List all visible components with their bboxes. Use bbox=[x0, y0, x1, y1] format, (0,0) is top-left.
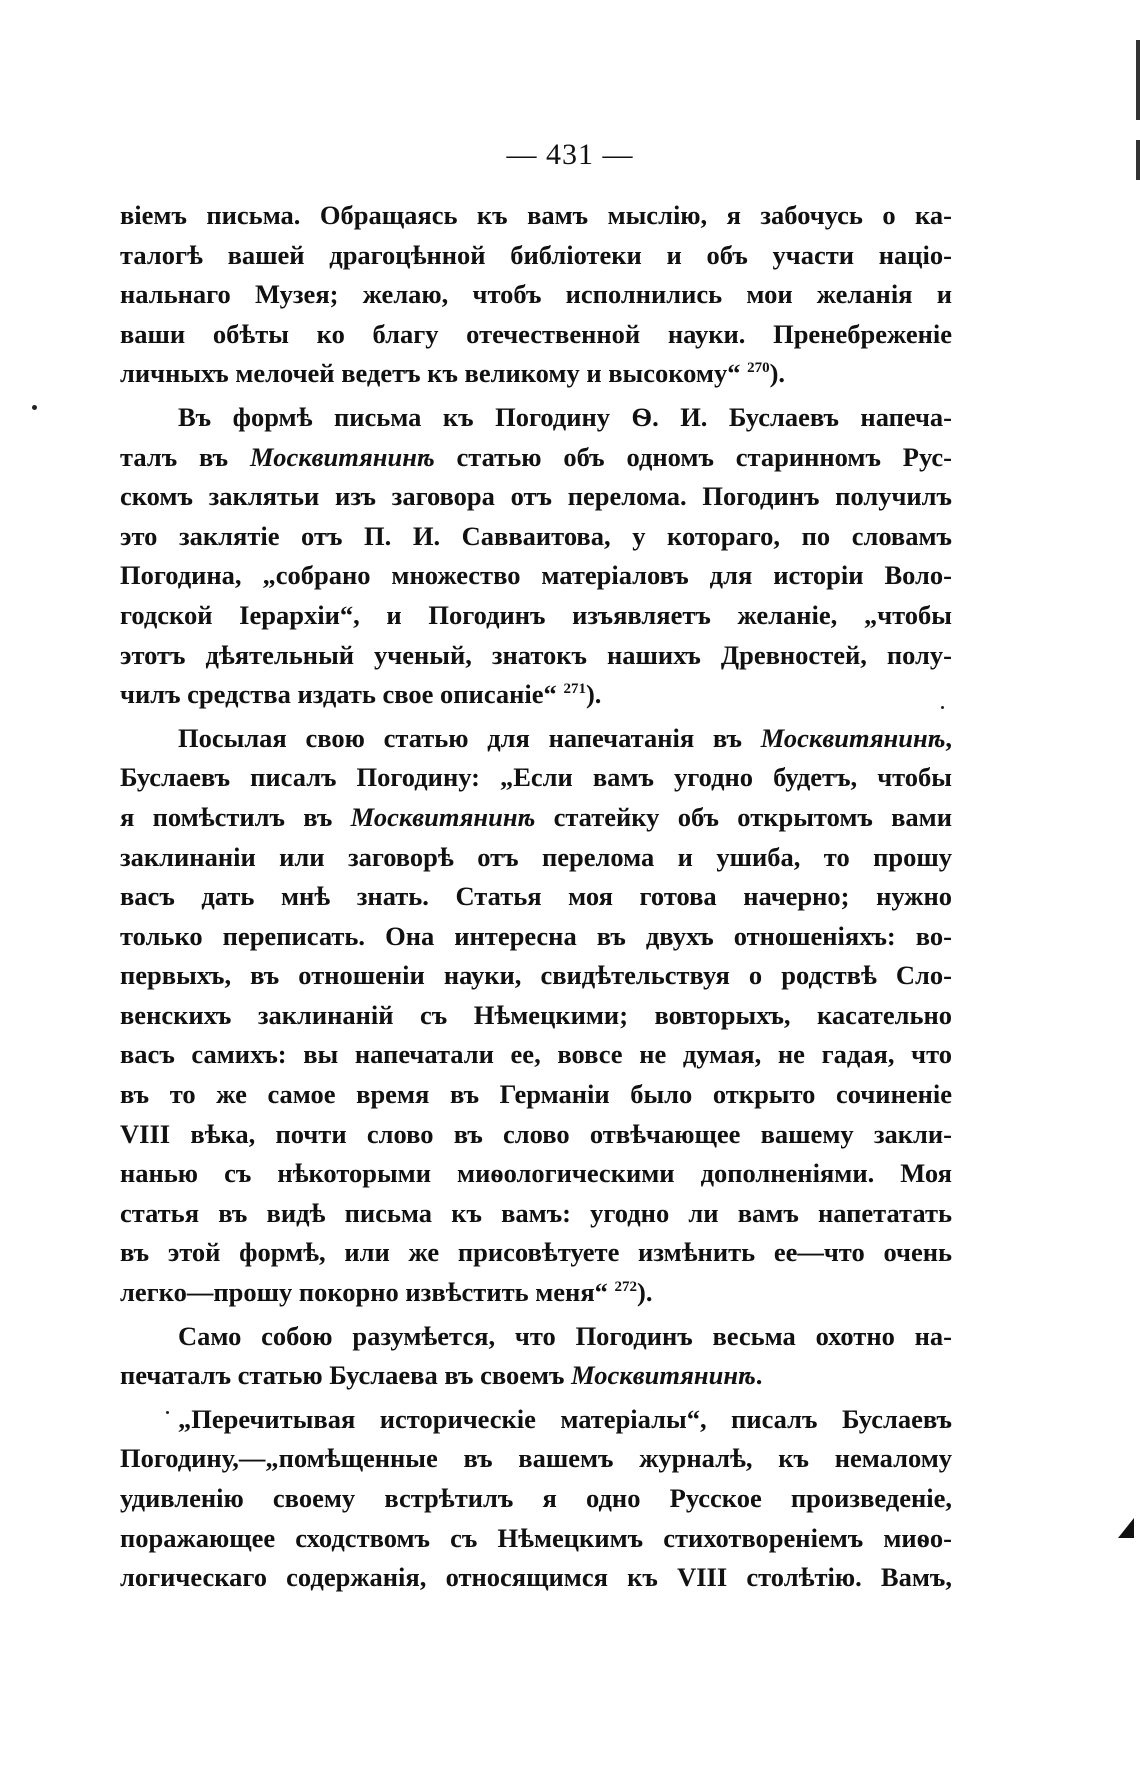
text-line: поражающее сходствомъ съ Нѣмецкимъ стихотвореніемъ миѳо- bbox=[120, 1522, 952, 1553]
journal-title: Москвитянинѣ bbox=[571, 1360, 756, 1391]
text-line: Погодину,—„помѣщенные въ вашемъ журналѣ, къ немалому bbox=[120, 1443, 952, 1474]
text-line: Погодина, „собрано множество матеріаловъ для исторіи Воло- bbox=[120, 560, 952, 591]
journal-title: Москвитянинѣ bbox=[760, 722, 946, 753]
text-line: статья въ видѣ письма къ вамъ: угодно ли вамъ напетатать bbox=[120, 1197, 952, 1228]
text-line: Посылая свою статью для напечатанія въ Москвитянинѣ, bbox=[178, 722, 952, 753]
scan-speck bbox=[941, 706, 944, 709]
page-number: — 431 — bbox=[506, 138, 634, 171]
text-line: Само собою разумѣется, что Погодинъ весьма охотно на- bbox=[178, 1320, 952, 1351]
text-line: удивленію своему встрѣтилъ я одно Русское произведеніе, bbox=[120, 1483, 952, 1513]
text-line: Въ формѣ письма къ Погодину Ѳ. И. Буслаевъ напеча- bbox=[178, 401, 952, 432]
text-line: венскихъ заклинаній съ Нѣмецкими; вовторыхъ, касательно bbox=[120, 999, 952, 1030]
text-line: логическаго содержанія, относящимся къ VIII столѣтію. Вамъ, bbox=[120, 1562, 952, 1593]
text-line: васъ самихъ: вы напечатали ее, вовсе не думая, не гадая, что bbox=[120, 1039, 952, 1070]
text-line: Буслаевъ писалъ Погодину: „Если вамъ угодно будетъ, чтобы bbox=[120, 762, 952, 793]
scan-edge-mark bbox=[1136, 140, 1140, 180]
footnote-ref: 272 bbox=[614, 1279, 638, 1296]
text-line: это заклятіе отъ П. И. Савваитова, у котораго, по словамъ bbox=[120, 520, 952, 551]
text-line: личныхъ мелочей ведетъ къ великому и высокому“ $^{270}$). bbox=[120, 358, 786, 389]
journal-title: Москвитянинѣ bbox=[350, 801, 536, 832]
body-text bbox=[120, 196, 952, 1598]
text-line: скомъ заклятьи изъ заговора отъ перелома. Погодинъ получилъ bbox=[120, 481, 952, 512]
scan-edge-mark bbox=[1136, 40, 1140, 120]
text-line: только переписать. Она интересна въ двухъ отношеніяхъ: во- bbox=[120, 920, 952, 951]
scan-speck bbox=[166, 1411, 169, 1414]
paragraph-5 bbox=[120, 1400, 952, 1598]
text-line: легко—прошу покорно извѣстить меня“ $^{272}$). bbox=[120, 1277, 653, 1308]
text-line: васъ дать мнѣ знать. Статья моя готова начерно; нужно bbox=[120, 881, 952, 912]
footnote-ref: 271 bbox=[563, 681, 586, 698]
text-line: этотъ дѣятельный ученый, знатокъ нашихъ Древностей, полу- bbox=[120, 639, 952, 670]
text-line: нанью съ нѣкоторыми миѳологическими дополненіями. Моя bbox=[120, 1158, 952, 1189]
text-line: годской Іерархіи“, и Погодинъ изъявляетъ желаніе, „чтобы bbox=[120, 599, 952, 630]
text-line: первыхъ, въ отношеніи науки, свидѣтельствуя о родствѣ Сло- bbox=[120, 960, 952, 991]
paragraph-4 bbox=[120, 1317, 952, 1396]
text-line: ваши обѣты ко благу отечественной науки. Пренебреженіе bbox=[120, 318, 952, 349]
paragraph-3 bbox=[120, 719, 952, 1313]
journal-title: Москвитянинѣ bbox=[250, 441, 435, 472]
text-line: VIII вѣка, почти слово въ слово отвѣчающее вашему закли- bbox=[120, 1118, 952, 1149]
text-line: віемъ письма. Обращаясь къ вамъ мыслію, я забочусь о ка- bbox=[120, 200, 952, 230]
text-line: „Перечитывая историческіе матеріалы“, писалъ Буслаевъ bbox=[178, 1403, 952, 1434]
paragraph-2 bbox=[120, 398, 952, 715]
text-line: въ то же самое время въ Германіи было открыто сочиненіе bbox=[120, 1079, 952, 1110]
text-line: печаталъ статью Буслаева въ своемъ Москвитянинѣ. bbox=[120, 1360, 763, 1391]
footnote-ref: 270 bbox=[747, 360, 770, 377]
text-line: въ этой формѣ, или же присовѣтуете измѣнить ее—что очень bbox=[120, 1237, 952, 1268]
scan-speck bbox=[32, 405, 37, 410]
paragraph-1 bbox=[120, 196, 952, 394]
text-line: заклинаніи или заговорѣ отъ перелома и ушиба, то прошу bbox=[120, 841, 952, 872]
text-line: я помѣстилъ въ Москвитянинѣ статейку объ открытомъ вами bbox=[120, 801, 952, 832]
text-line: нальнаго Музея; желаю, чтобъ исполнились мои желанія и bbox=[120, 279, 952, 310]
text-line: талъ въ Москвитянинѣ статью объ одномъ старинномъ Рус- bbox=[120, 441, 952, 472]
text-line: талогѣ вашей драгоцѣнной библіотеки и объ участи націо- bbox=[120, 239, 952, 270]
scan-corner-mark bbox=[1118, 1518, 1134, 1538]
text-line: чилъ средства издать свое описаніе“ $^{271}$). bbox=[120, 679, 602, 710]
